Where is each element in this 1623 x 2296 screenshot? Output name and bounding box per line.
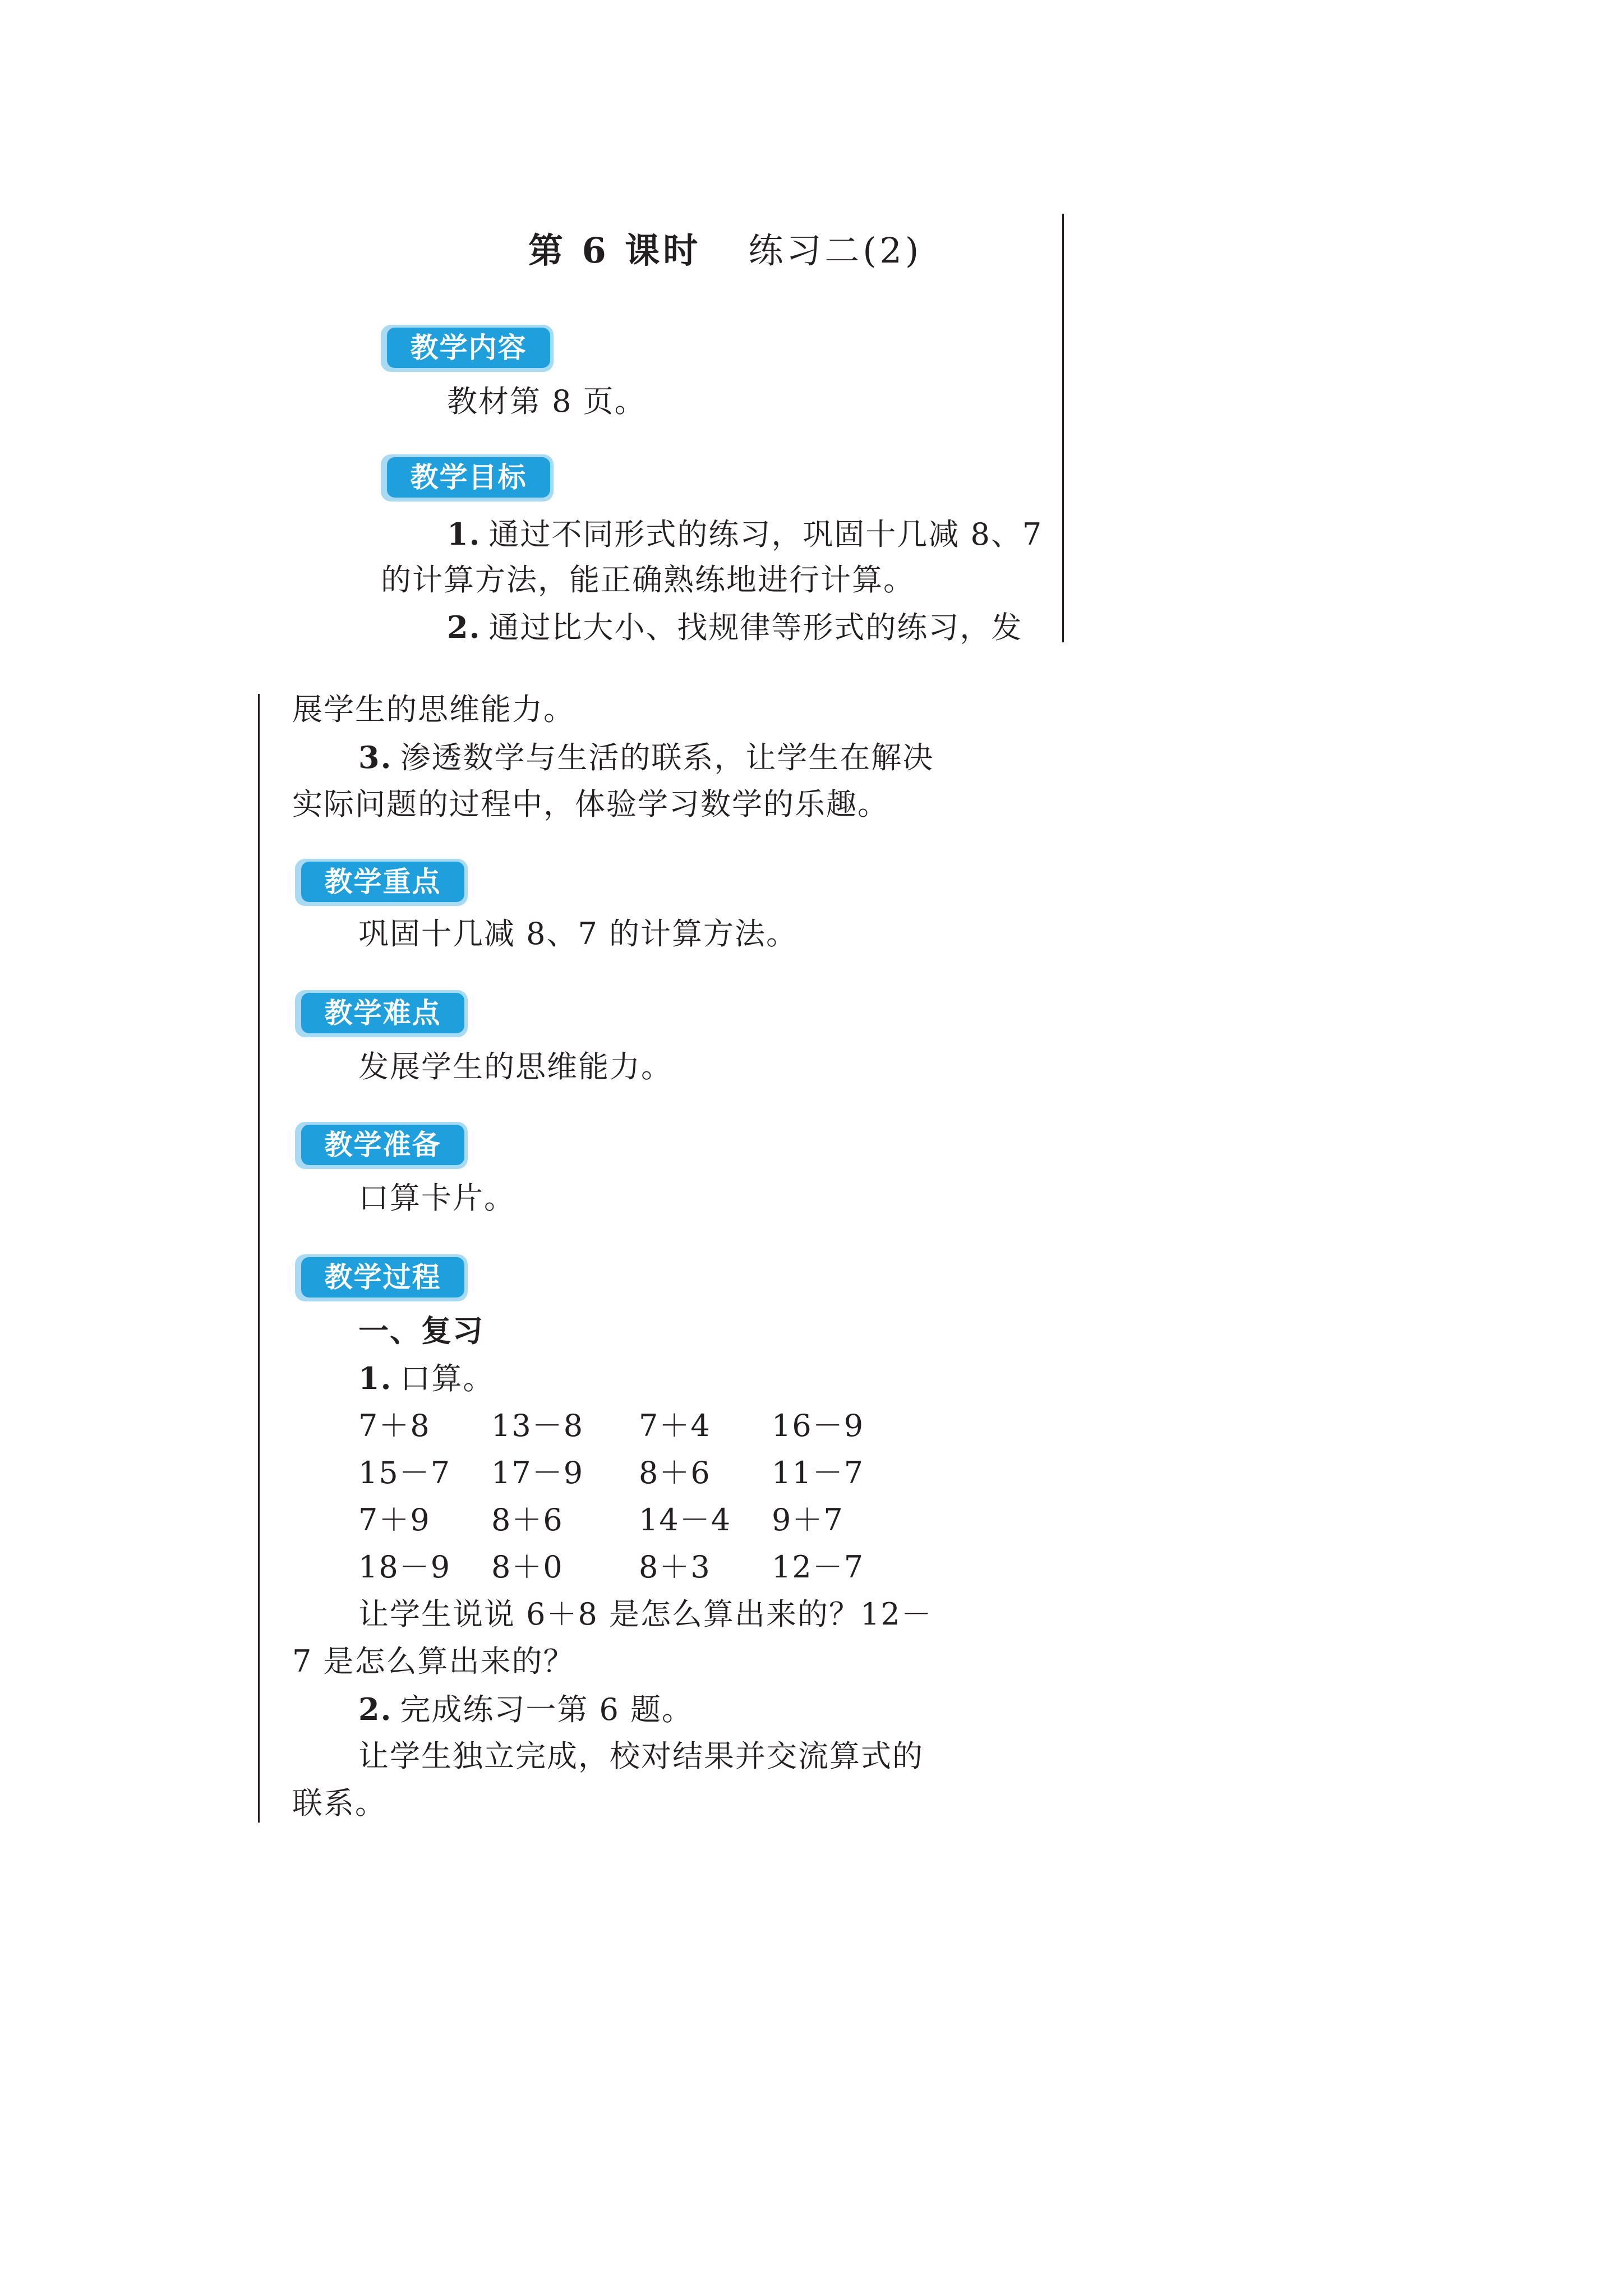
calc-row	[358, 1544, 895, 1591]
note-line: 让学生说说 6＋8 是怎么算出来的？12－	[358, 1596, 933, 1632]
badge-label: 教学准备	[301, 1125, 464, 1165]
badge-process	[295, 1254, 468, 1301]
teaching-content-text: 教材第 8 页。	[447, 384, 646, 419]
calc-item: 8＋3	[639, 1549, 711, 1585]
calc-item: 16－9	[772, 1408, 865, 1443]
note-line: 7 是怎么算出来的？	[292, 1644, 575, 1679]
badge-label: 教学重点	[301, 862, 464, 902]
oral-calculation-grid	[358, 1402, 895, 1591]
item2-note-line: 联系。	[292, 1786, 386, 1821]
badge-teaching-content	[381, 325, 554, 372]
goal-text: 通过不同形式的练习，巩固十几减 8、7	[488, 517, 1043, 552]
goal-line	[447, 510, 1043, 558]
badge-preparation	[295, 1122, 468, 1169]
lower-column-rule	[258, 694, 260, 1823]
badge-teaching-goals	[381, 454, 554, 501]
goal-line	[381, 556, 915, 604]
upper-column-rule	[1062, 214, 1064, 642]
lesson-number: 第 6 课时	[528, 230, 702, 271]
calc-item: 9＋7	[772, 1502, 844, 1538]
calc-item: 11－7	[772, 1455, 865, 1490]
badge-difficulties	[295, 990, 468, 1037]
lesson-name: 练习二(2)	[748, 230, 923, 271]
item-number: 1.	[358, 1360, 393, 1396]
calc-item: 8＋6	[491, 1502, 564, 1538]
item-number: 2.	[358, 1691, 393, 1727]
calc-item: 7＋8	[358, 1408, 431, 1443]
item-text: 完成练习一第 6 题。	[400, 1692, 694, 1727]
key-points-text: 巩固十几减 8、7 的计算方法。	[358, 916, 798, 951]
goal-text: 展学生的思维能力。	[292, 692, 575, 727]
goal-text: 的计算方法，能正确熟练地进行计算。	[381, 562, 915, 597]
calc-row	[358, 1450, 895, 1497]
calc-item: 8＋0	[491, 1549, 564, 1585]
calc-item: 7＋4	[639, 1408, 711, 1443]
calc-item: 15－7	[358, 1455, 451, 1490]
goal-number: 3.	[358, 739, 393, 775]
calc-item: 7＋9	[358, 1502, 431, 1538]
calc-item: 18－9	[358, 1549, 451, 1585]
goal-number: 2.	[447, 609, 481, 645]
badge-label: 教学目标	[387, 457, 550, 498]
lesson-title	[528, 227, 922, 274]
goal-text: 通过比大小、找规律等形式的练习，发	[488, 610, 1023, 645]
calc-row	[358, 1402, 895, 1450]
part-heading-review: 一、复习	[358, 1313, 484, 1349]
goal-number: 1.	[447, 516, 481, 552]
badge-label: 教学过程	[301, 1257, 464, 1297]
goal-text: 实际问题的过程中，体验学习数学的乐趣。	[292, 786, 889, 822]
calc-item: 8＋6	[639, 1455, 711, 1490]
goal-text: 渗透数学与生活的联系，让学生在解决	[400, 740, 934, 775]
process-item-1	[358, 1355, 494, 1402]
calc-row	[358, 1497, 895, 1544]
calc-item: 14－4	[639, 1502, 732, 1538]
badge-label: 教学内容	[387, 328, 550, 368]
calc-item: 12－7	[772, 1549, 865, 1585]
process-item-2	[358, 1686, 693, 1733]
calc-item: 17－9	[491, 1455, 584, 1490]
calc-item: 13－8	[491, 1408, 584, 1443]
goal-line	[358, 734, 934, 781]
goal-line	[292, 686, 575, 733]
difficulties-text: 发展学生的思维能力。	[358, 1049, 672, 1084]
goal-line	[447, 604, 1022, 651]
badge-key-points	[295, 859, 468, 906]
item2-note-line: 让学生独立完成，校对结果并交流算式的	[358, 1738, 924, 1774]
item-text: 口算。	[400, 1361, 495, 1396]
badge-label: 教学难点	[301, 993, 464, 1033]
preparation-text: 口算卡片。	[358, 1180, 515, 1216]
goal-line	[292, 781, 889, 828]
